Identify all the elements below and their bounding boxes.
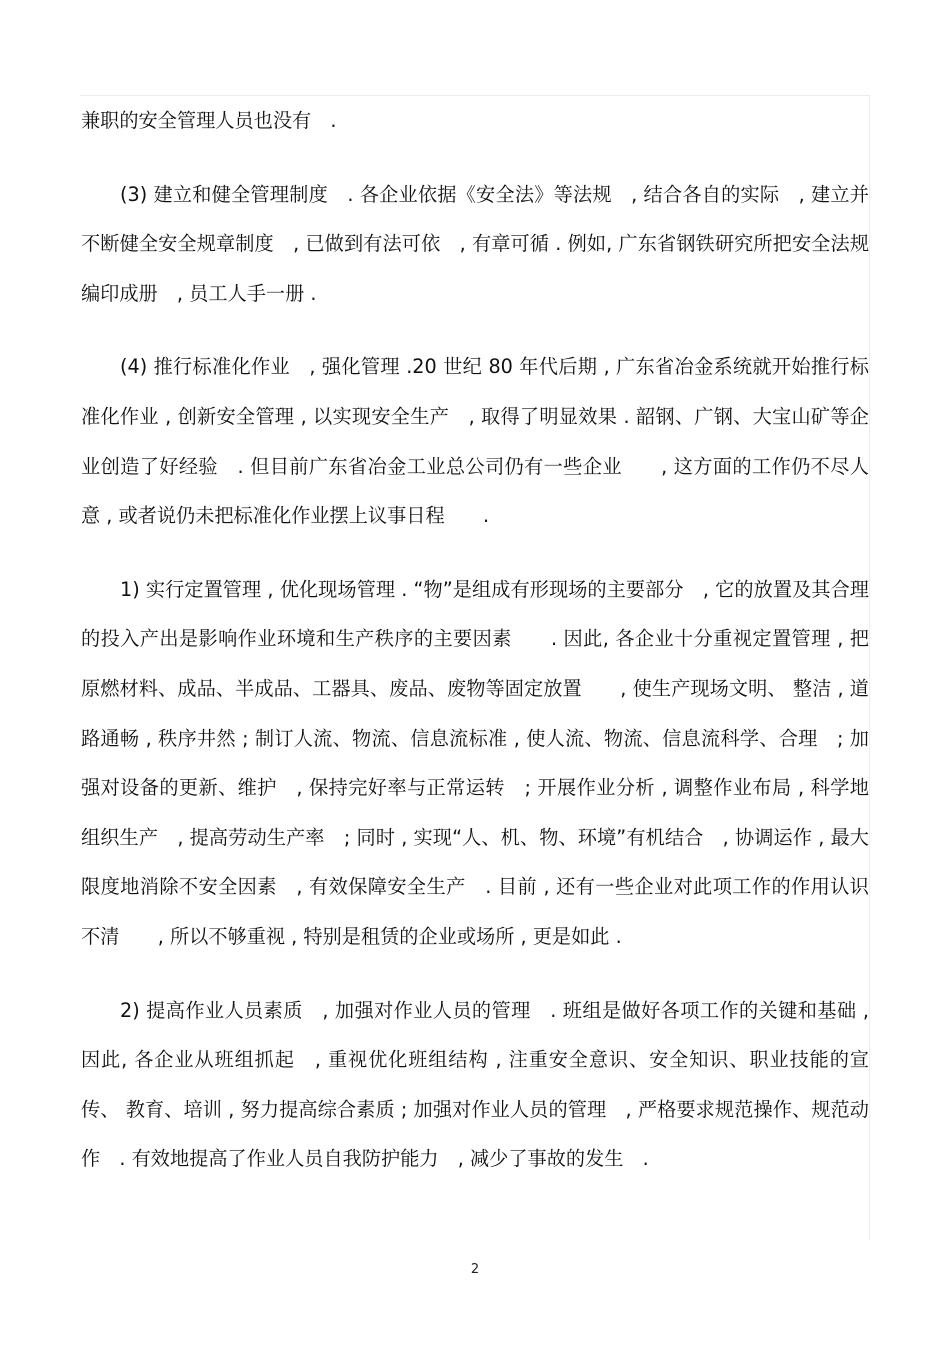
paragraph-subitem-2: 2) 提高作业人员素质 , 加强对作业人员的管理 . 班组是做好各项工作的关键和基础 , 因此, 各企业从班组抓起 , 重视优化班组结构 , 注重安全意识、安全知识、职业技能的宣传、 教育、培训 , 努力提高综合素质 ; 加强对作业人员的管理 , 严格要求规范操作、规范动作 . 有效地提高了作业人员自我防护能力 , 减少了事故的发生 . — [81, 998, 869, 1171]
page-border-right — [869, 95, 870, 1240]
document-body — [81, 96, 869, 1184]
paragraph-item-3: (3) 建立和健全管理制度 . 各企业依据《安全法》等法规 , 结合各自的实际 , 建立并不断健全安全规章制度 , 已做到有法可依 , 有章可循 . 例如, 广东省钢铁研究所把安全法规编印成册 , 员工人手一册 . — [81, 182, 869, 305]
paragraph-item-4: (4) 推行标准化作业 , 强化管理 .20 世纪 80 年代后期 , 广东省冶金系统就开始推行标准化作业 , 创新安全管理 , 以实现安全生产 , 取得了明显效果 . 韶钢、广钢、大宝山矿等企业创造了好经验 . 但目前广东省冶金工业总公司仍有一些企业 , 这方面的工作仍不尽人意 , 或者说仍未把标准化作业摆上议事日程 . — [81, 355, 869, 528]
page-number: 2 — [470, 1262, 480, 1277]
paragraph-subitem-1: 1) 实行定置管理 , 优化现场管理 . “物”是组成有形现场的主要部分 , 它的放置及其合理的投入产出是影响作业环境和生产秩序的主要因素 . 因此, 各企业十分重视定置管理 , 把原燃材料、成品、半成品、工器具、废品、废物等固定放置 , 使生产现场文明、 整洁 , 道路通畅 , 秩序井然 ; 制订人流、物流、信息流标准 , 使人流、物流、信息流科学、合理 ; 加强对设备的更新、维护 , 保持完好率与正常运转 ; 开展作业分析 , 调整作业布局 , 科学地组织生产 , 提高劳动生产率 ; 同时 , 实现“人、机、物、环境”有机结合 , 协调运作 , 最大限度地消除不安全因素 , 有效保障安全生产 . 目前 , 还有一些企业对此项工作的作用认识不清 , 所以不够重视 , 特别是租赁的企业或场所 , 更是如此 . — [81, 577, 869, 948]
paragraph-continuation: 兼职的安全管理人员也没有 . — [81, 109, 337, 132]
